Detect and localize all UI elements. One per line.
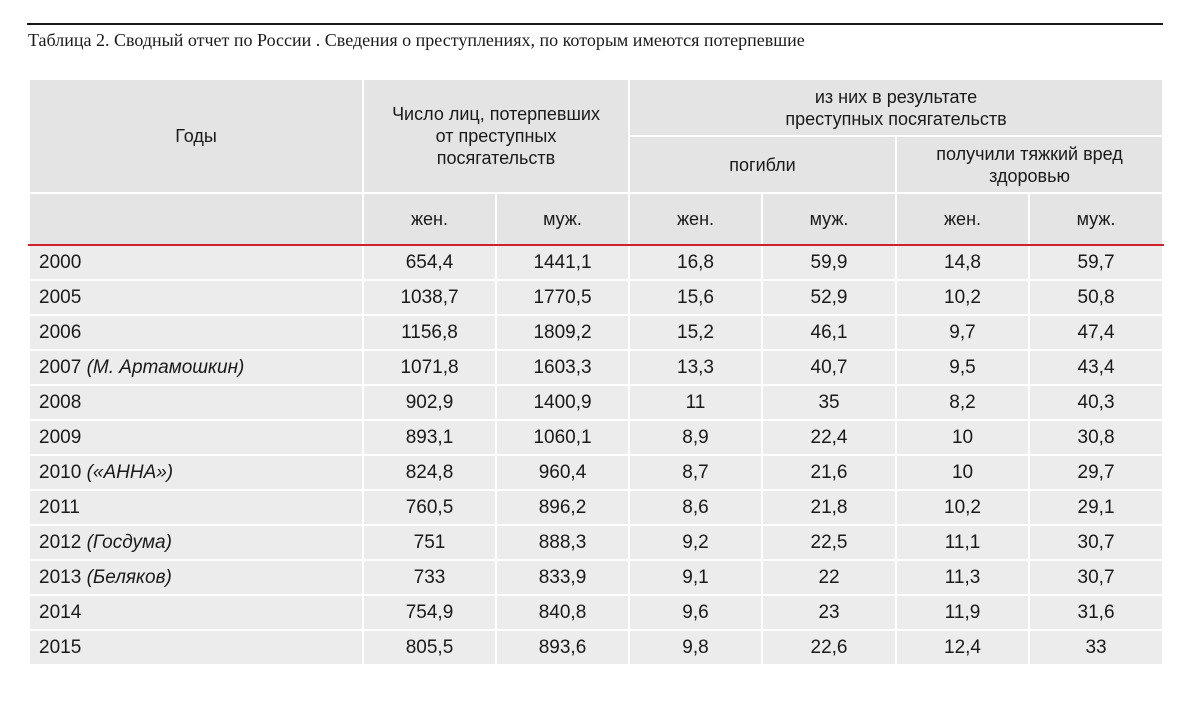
year-cell [29, 455, 363, 490]
harm-male-cell: 47,4 [1029, 315, 1163, 350]
table-row [29, 595, 1163, 630]
harm-female-cell: 10 [896, 420, 1029, 455]
victims-male-cell: 1441,1 [496, 245, 629, 280]
died-female-cell: 8,7 [629, 455, 762, 490]
harm-male-cell: 50,8 [1029, 280, 1163, 315]
victims-female-header: жен. [363, 193, 496, 245]
victims-female-cell: 751 [363, 525, 496, 560]
year-value: 2006 [39, 321, 82, 343]
result-header-line1: из них в результате [814, 86, 978, 107]
years-subheader-empty [29, 193, 363, 245]
year-value: 2013 [39, 566, 82, 588]
year-value: 2008 [39, 391, 82, 413]
victims-male-cell: 1400,9 [496, 385, 629, 420]
year-value: 2010 [39, 461, 82, 483]
victims-male-cell: 833,9 [496, 560, 629, 595]
year-value: 2012 [39, 531, 82, 553]
died-female-cell: 11 [629, 385, 762, 420]
died-male-cell: 21,8 [762, 490, 896, 525]
harm-male-cell: 30,7 [1029, 525, 1163, 560]
died-female-cell: 15,6 [629, 280, 762, 315]
table-row [29, 560, 1163, 595]
died-male-cell: 22,5 [762, 525, 896, 560]
harm-female-cell: 9,7 [896, 315, 1029, 350]
victims-header-line1: Число лиц, потерпевших [392, 104, 600, 124]
year-note: («АННА») [86, 461, 174, 483]
victims-female-cell: 760,5 [363, 490, 496, 525]
years-header: Годы [29, 79, 363, 193]
died-male-cell: 22,6 [762, 630, 896, 665]
died-female-cell: 9,8 [629, 630, 762, 665]
victims-female-cell: 824,8 [363, 455, 496, 490]
died-female-header: жен. [629, 193, 762, 245]
victims-male-cell: 1060,1 [496, 420, 629, 455]
victims-male-cell: 888,3 [496, 525, 629, 560]
harm-male-cell: 30,7 [1029, 560, 1163, 595]
year-cell [29, 525, 363, 560]
harm-male-cell: 43,4 [1029, 350, 1163, 385]
year-cell [29, 560, 363, 595]
died-female-cell: 15,2 [629, 315, 762, 350]
harm-male-cell: 59,7 [1029, 245, 1163, 280]
victims-male-cell: 1809,2 [496, 315, 629, 350]
victims-female-cell: 654,4 [363, 245, 496, 280]
died-male-cell: 23 [762, 595, 896, 630]
harm-male-cell: 31,6 [1029, 595, 1163, 630]
year-cell [29, 280, 363, 315]
victims-male-cell: 960,4 [496, 455, 629, 490]
year-note: (Беляков) [86, 566, 172, 588]
year-value: 2005 [39, 286, 82, 308]
victims-female-cell: 1071,8 [363, 350, 496, 385]
victims-header [363, 79, 629, 193]
died-female-cell: 9,2 [629, 525, 762, 560]
victims-male-header: муж. [496, 193, 629, 245]
table-row [29, 385, 1163, 420]
year-cell [29, 350, 363, 385]
year-value: 2014 [39, 601, 82, 623]
table-row [29, 630, 1163, 665]
harm-header-line1: получили тяжкий вред [936, 143, 1123, 164]
report-table [28, 78, 1164, 666]
died-male-cell: 59,9 [762, 245, 896, 280]
table-row [29, 455, 1163, 490]
table-row [29, 245, 1163, 280]
victims-female-cell: 902,9 [363, 385, 496, 420]
harm-female-cell: 14,8 [896, 245, 1029, 280]
result-header-line2: преступных посягательств [785, 108, 1007, 129]
top-rule [27, 23, 1163, 25]
victims-male-cell: 1770,5 [496, 280, 629, 315]
year-cell [29, 245, 363, 280]
died-male-header: муж. [762, 193, 896, 245]
table-row [29, 490, 1163, 525]
year-value: 2011 [39, 496, 80, 518]
harm-female-cell: 11,3 [896, 560, 1029, 595]
harm-header-line2: здоровью [989, 165, 1070, 186]
victims-female-cell: 754,9 [363, 595, 496, 630]
victims-female-cell: 805,5 [363, 630, 496, 665]
year-cell [29, 385, 363, 420]
harm-female-cell: 11,1 [896, 525, 1029, 560]
died-male-cell: 52,9 [762, 280, 896, 315]
year-value: 2000 [39, 251, 82, 273]
year-cell [29, 490, 363, 525]
victims-male-cell: 1603,3 [496, 350, 629, 385]
died-male-cell: 22,4 [762, 420, 896, 455]
harm-male-cell: 29,1 [1029, 490, 1163, 525]
harm-male-cell: 29,7 [1029, 455, 1163, 490]
year-note: (Госдума) [86, 531, 172, 553]
year-cell [29, 595, 363, 630]
died-male-cell: 46,1 [762, 315, 896, 350]
victims-male-cell: 840,8 [496, 595, 629, 630]
table-row [29, 420, 1163, 455]
table-row [29, 350, 1163, 385]
died-female-cell: 9,1 [629, 560, 762, 595]
harm-male-cell: 30,8 [1029, 420, 1163, 455]
harm-female-cell: 10,2 [896, 280, 1029, 315]
year-cell [29, 630, 363, 665]
harm-female-cell: 9,5 [896, 350, 1029, 385]
died-female-cell: 8,9 [629, 420, 762, 455]
harm-male-cell: 40,3 [1029, 385, 1163, 420]
harm-female-cell: 10,2 [896, 490, 1029, 525]
died-female-cell: 13,3 [629, 350, 762, 385]
table-caption: Таблица 2. Сводный отчет по России . Сведения о преступлениях, по которым имеются потерпевшие [28, 30, 805, 50]
year-cell [29, 315, 363, 350]
died-female-cell: 16,8 [629, 245, 762, 280]
died-male-cell: 21,6 [762, 455, 896, 490]
victims-header-line3: посягательств [436, 148, 556, 168]
year-value: 2007 [39, 356, 82, 378]
died-female-cell: 8,6 [629, 490, 762, 525]
result-header [629, 79, 1163, 136]
victims-female-cell: 1038,7 [363, 280, 496, 315]
harm-male-cell: 33 [1029, 630, 1163, 665]
died-male-cell: 35 [762, 385, 896, 420]
harm-male-header: муж. [1029, 193, 1163, 245]
victims-female-cell: 1156,8 [363, 315, 496, 350]
victims-female-cell: 733 [363, 560, 496, 595]
victims-header-line2: от преступных [435, 126, 557, 146]
harm-header [896, 136, 1163, 193]
year-cell [29, 420, 363, 455]
died-male-cell: 22 [762, 560, 896, 595]
table-row [29, 280, 1163, 315]
table-body [29, 245, 1163, 665]
harm-female-cell: 10 [896, 455, 1029, 490]
year-value: 2009 [39, 426, 82, 448]
harm-female-cell: 11,9 [896, 595, 1029, 630]
table-row [29, 525, 1163, 560]
victims-female-cell: 893,1 [363, 420, 496, 455]
died-female-cell: 9,6 [629, 595, 762, 630]
harm-female-cell: 12,4 [896, 630, 1029, 665]
died-header: погибли [629, 136, 896, 193]
victims-male-cell: 896,2 [496, 490, 629, 525]
year-value: 2015 [39, 636, 82, 658]
died-male-cell: 40,7 [762, 350, 896, 385]
table-row [29, 315, 1163, 350]
harm-female-cell: 8,2 [896, 385, 1029, 420]
year-note: (М. Артамошкин) [86, 356, 245, 378]
victims-male-cell: 893,6 [496, 630, 629, 665]
harm-female-header: жен. [896, 193, 1029, 245]
